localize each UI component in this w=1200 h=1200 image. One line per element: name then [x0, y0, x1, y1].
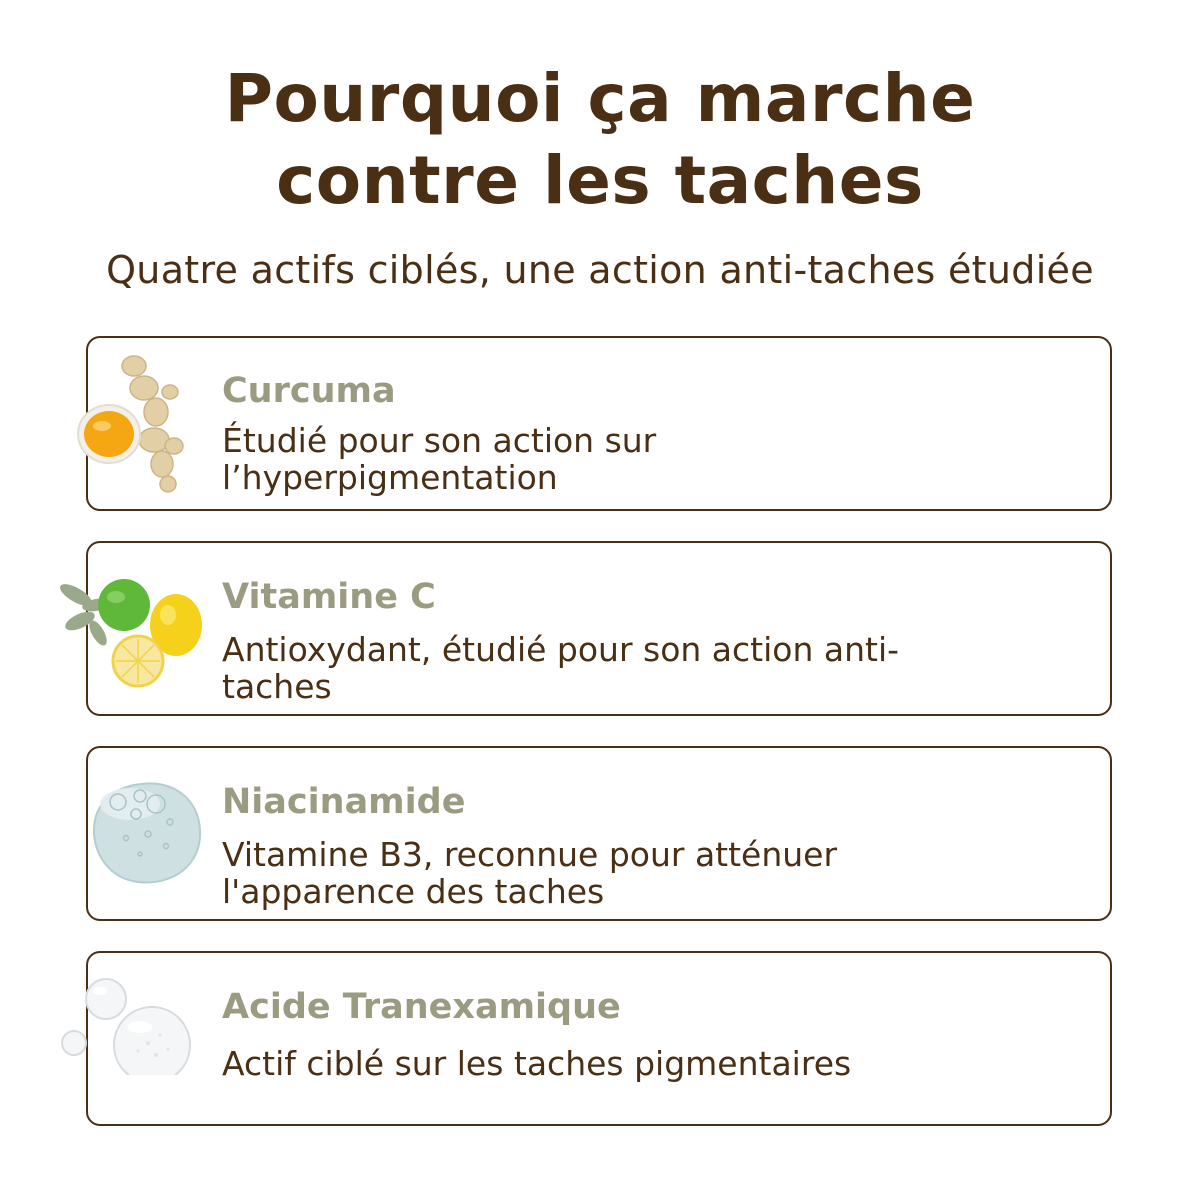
ingredient-description: Vitamine B3, reconnue pour atténuer l'apparence des taches [222, 835, 838, 911]
ingredient-name: Vitamine C [222, 577, 436, 617]
ingredient-description: Étudié pour son action sur l’hyperpigmentation [222, 421, 657, 497]
ingredient-name: Niacinamide [222, 782, 466, 822]
title-line-2: contre les taches [276, 142, 924, 219]
title-line-1: Pourquoi ça marche [224, 60, 976, 137]
gel-drop-icon [78, 774, 208, 889]
ingredient-name: Curcuma [222, 371, 396, 411]
turmeric-ginger-icon [76, 346, 196, 496]
page-title [0, 58, 1200, 222]
ingredient-card-niacinamide [86, 746, 1112, 921]
ingredient-description: Actif ciblé sur les taches pigmentaires [222, 1044, 852, 1083]
ingredient-card-vitamine-c [86, 541, 1112, 716]
page-subtitle: Quatre actifs ciblés, une action anti-taches étudiée [106, 248, 1094, 292]
ingredient-card-acide-tranexamique [86, 951, 1112, 1126]
ingredient-card-curcuma [86, 336, 1112, 511]
ingredient-name: Acide Tranexamique [222, 987, 621, 1027]
serum-bubbles-icon [60, 975, 200, 1075]
citrus-fruits-icon [56, 575, 206, 690]
ingredient-description: Antioxydant, étudié pour son action anti-taches [222, 630, 900, 706]
